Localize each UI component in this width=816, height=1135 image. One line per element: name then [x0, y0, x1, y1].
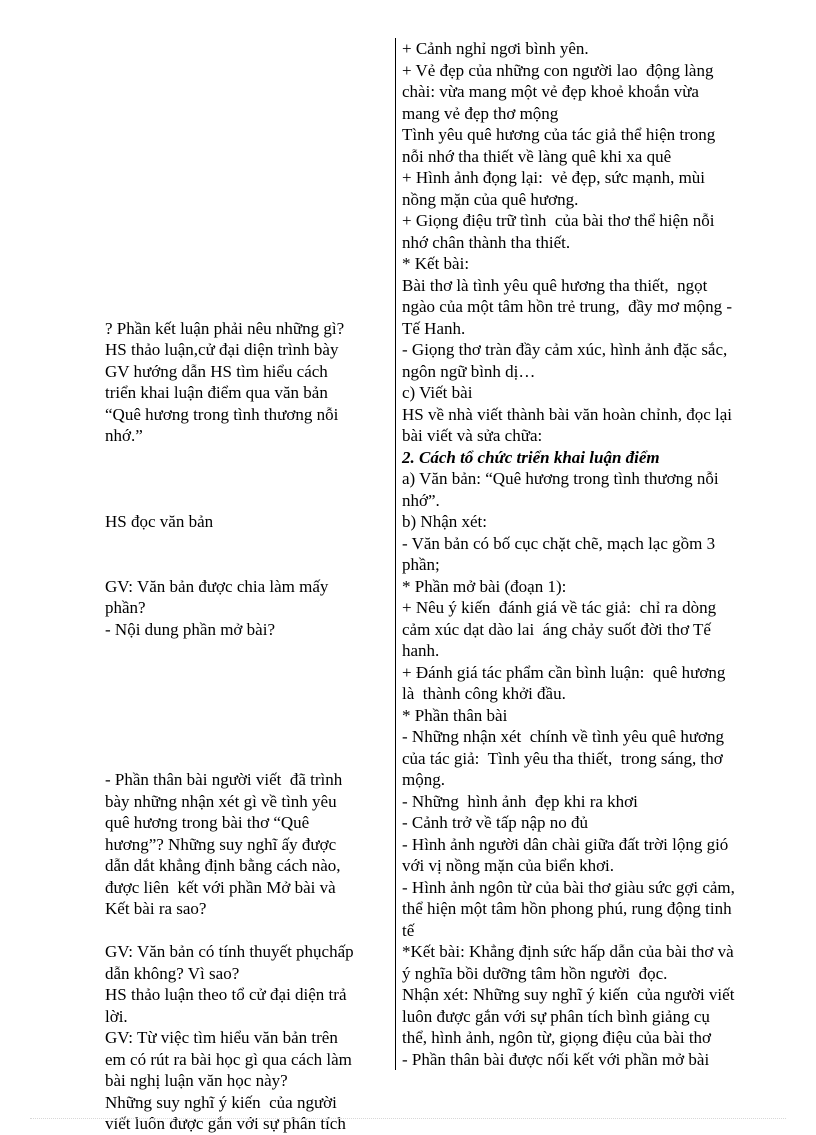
left-spacer: [105, 103, 387, 125]
left-spacer: [105, 705, 387, 727]
left-text-line: dẫn dắt khẳng định bằng cách nào,: [105, 856, 341, 875]
right-text-line: hanh.: [402, 641, 440, 660]
right-text-line: thể hiện một tâm hồn phong phú, rung động tinh: [402, 899, 732, 918]
right-text-line: là thành công khởi đầu.: [402, 684, 566, 703]
left-text-line: - Phần thân bài người viết đã trình: [105, 770, 343, 789]
right-text-line: - Văn bản có bố cục chặt chẽ, mạch lạc gồm 3: [402, 533, 716, 553]
left-spacer: [105, 640, 387, 662]
left-column-teacher-activities: [105, 38, 387, 1135]
left-spacer: [105, 920, 387, 942]
right-text-line: phần;: [402, 555, 440, 574]
left-spacer: [105, 146, 387, 168]
left-text-line: GV: Từ việc tìm hiểu văn bản trên: [105, 1028, 338, 1047]
left-text-line: lời.: [105, 1006, 128, 1026]
right-text-line: * Phần thân bài: [402, 705, 508, 725]
right-text-line: + Cảnh nghỉ ngơi bình yên.: [402, 39, 589, 58]
right-text-line: + Nêu ý kiến đánh giá về tác giả: chỉ ra dòng: [402, 598, 717, 617]
left-spacer: [105, 447, 387, 469]
left-text-line: được liên kết với phần Mở bài và: [105, 877, 336, 897]
right-text-line: thể, hình ảnh, ngôn từ, giọng điệu của bài thơ: [402, 1028, 712, 1047]
left-text-line: nhớ.”: [105, 426, 143, 445]
left-spacer: [105, 490, 387, 512]
right-text-line: Bài thơ là tình yêu quê hương tha thiết, ngọt: [402, 275, 708, 295]
left-spacer: [105, 167, 387, 189]
left-spacer: [105, 748, 387, 770]
right-text-line: với vị nồng mặn của biển khơi.: [402, 856, 615, 875]
right-text-line: chài: vừa mang một vẻ đẹp khoẻ khoắn vừa: [402, 82, 699, 101]
right-text-line: c) Viết bài: [402, 383, 473, 402]
left-text-line: HS thảo luận,cử đại diện trình bày: [105, 340, 339, 359]
right-text-line: a) Văn bản: “Quê hương trong tình thương nỗi: [402, 469, 719, 488]
right-text-line: bài viết và sửa chữa:: [402, 426, 543, 445]
right-text-line: Nhận xét: Những suy nghĩ ý kiến của người viết: [402, 985, 735, 1004]
right-text-line: ngôn ngữ bình dị…: [402, 361, 536, 381]
left-spacer: [105, 189, 387, 211]
right-text-line: - Những hình ảnh đẹp khi ra khơi: [402, 791, 638, 811]
right-text-line: - Cảnh trở về tấp nập no đủ: [402, 813, 589, 832]
left-spacer: [105, 296, 387, 318]
right-text-line: của tác giả: Tình yêu tha thiết, trong sáng, thơ: [402, 748, 723, 768]
right-text-line: * Kết bài:: [402, 254, 470, 273]
left-text-line: quê hương trong bài thơ “Quê: [105, 813, 310, 832]
left-text-line: phần?: [105, 598, 146, 617]
right-text-line: luôn được gắn với sự phân tích bình giảng cụ: [402, 1006, 710, 1026]
left-spacer: [105, 275, 387, 297]
right-text-line: ý nghĩa bồi dưỡng tâm hồn người đọc.: [402, 963, 668, 983]
right-text-line: * Phần mở bài (đoạn 1):: [402, 576, 567, 596]
left-text-line: “Quê hương trong tình thương nỗi: [105, 404, 339, 424]
right-text-line: tế: [402, 920, 415, 940]
left-spacer: [105, 232, 387, 254]
right-text-line: - Những nhận xét chính về tình yêu quê hương: [402, 727, 725, 746]
left-text-line: GV hướng dẫn HS tìm hiểu cách: [105, 361, 328, 381]
left-spacer: [105, 253, 387, 275]
left-spacer: [105, 726, 387, 748]
right-text-line: nỗi nhớ tha thiết về làng quê khi xa quê: [402, 146, 672, 166]
left-text-line: - Nội dung phần mở bài?: [105, 619, 275, 639]
right-text-line: mang vẻ đẹp thơ mộng: [402, 103, 559, 123]
right-text-line: Tế Hanh.: [402, 318, 466, 338]
right-text-line: - Hình ảnh người dân chài giữa đất trời lộng gió: [402, 834, 729, 854]
left-spacer: [105, 124, 387, 146]
right-text-line: + Đánh giá tác phẩm cần bình luận: quê hương: [402, 662, 726, 682]
right-text-line: nhớ chân thành tha thiết.: [402, 232, 571, 252]
left-spacer: [105, 60, 387, 82]
left-spacer: [105, 38, 387, 60]
left-text-line: GV: Văn bản được chia làm mấy: [105, 576, 329, 596]
right-text-line: - Hình ảnh ngôn từ của bài thơ giàu sức gợi cảm,: [402, 877, 735, 897]
left-spacer: [105, 533, 387, 555]
right-text-line: - Phần thân bài được nối kết với phần mở bài: [402, 1049, 710, 1069]
right-text-line: *Kết bài: Khẳng định sức hấp dẫn của bài thơ và: [402, 942, 734, 961]
left-text-line: HS đọc văn bản: [105, 512, 214, 531]
right-text-line: nhớ”.: [402, 490, 440, 510]
left-text-line: Kết bài ra sao?: [105, 899, 207, 918]
left-text-line: viết luôn được gắn với sự phân tích: [105, 1114, 346, 1133]
right-text-line: b) Nhận xét:: [402, 512, 487, 531]
right-text-line: Tình yêu quê hương của tác giả thể hiện trong: [402, 125, 716, 144]
left-text-line: HS thảo luận theo tổ cử đại diện trả: [105, 985, 347, 1004]
left-spacer: [105, 683, 387, 705]
left-spacer: [105, 468, 387, 490]
right-text-line: + Hình ảnh đọng lại: vẻ đẹp, sức mạnh, mùi: [402, 168, 706, 187]
left-text-line: bày những nhận xét gì về tình yêu: [105, 791, 337, 811]
left-spacer: [105, 210, 387, 232]
left-text-line: dẫn không? Vì sao?: [105, 963, 240, 983]
column-divider: [395, 38, 396, 1070]
right-section-heading: 2. Cách tổ chức triển khai luận điểm: [402, 447, 660, 467]
right-text-line: cảm xúc dạt dào lai áng chảy suốt đời thơ Tế: [402, 619, 711, 639]
left-text-line: ? Phần kết luận phải nêu những gì?: [105, 318, 345, 338]
left-text-line: hương”? Những suy nghĩ ấy được: [105, 834, 337, 854]
right-text-line: ngào của một tâm hồn trẻ trung, đầy mơ mộng -: [402, 297, 733, 316]
left-text-line: triển khai luận điểm qua văn bản: [105, 383, 328, 402]
right-column-lesson-content: [402, 38, 784, 1070]
left-text-line: em có rút ra bài học gì qua cách làm: [105, 1049, 352, 1069]
left-text-line: GV: Văn bản có tính thuyết phụchấp: [105, 942, 354, 961]
left-text-line: Những suy nghĩ ý kiến của người: [105, 1092, 337, 1112]
left-spacer: [105, 554, 387, 576]
right-text-line: nồng mặn của quê hương.: [402, 189, 579, 209]
right-text-line: mộng.: [402, 770, 445, 789]
page-bottom-dotted-border: [30, 1118, 786, 1119]
right-text-line: - Giọng thơ tràn đầy cảm xúc, hình ảnh đặc sắc,: [402, 340, 728, 359]
left-text-line: bài nghị luận văn học này?: [105, 1071, 288, 1090]
right-text-line: HS về nhà viết thành bài văn hoàn chỉnh, đọc lại: [402, 404, 732, 424]
right-text-line: + Vẻ đẹp của những con người lao động làng: [402, 60, 714, 80]
left-spacer: [105, 81, 387, 103]
right-text-line: + Giọng điệu trữ tình của bài thơ thể hiện nỗi: [402, 211, 715, 230]
left-spacer: [105, 662, 387, 684]
